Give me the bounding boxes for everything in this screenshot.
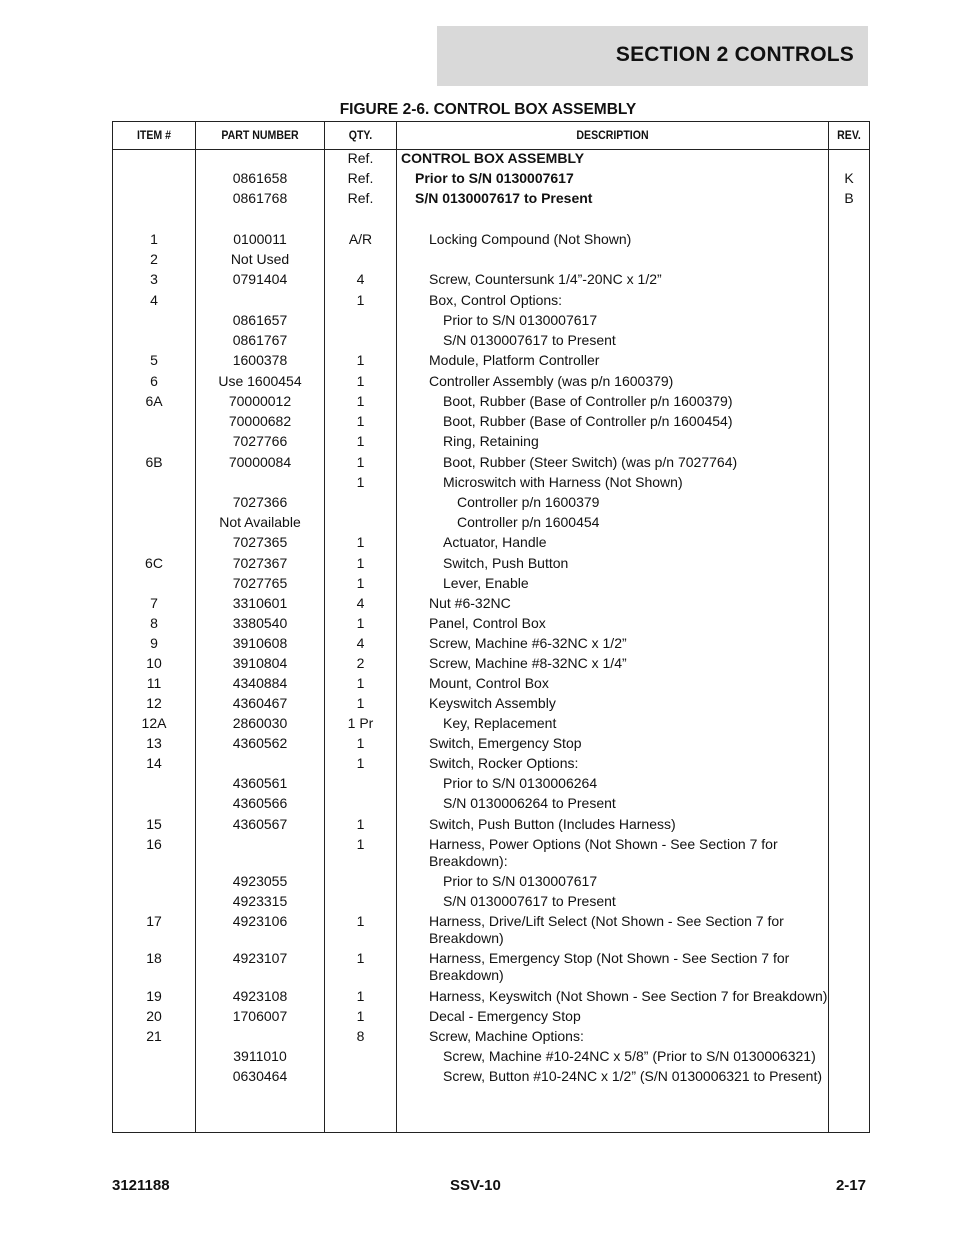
table-row (113, 795, 869, 816)
table-row (113, 635, 869, 655)
quantity-cell: 1 (356, 373, 365, 389)
part-number-cell: 1706007 (232, 1008, 288, 1024)
part-number-cell: 7027366 (232, 494, 288, 510)
table-row (113, 836, 869, 873)
part-number-cell: 0791404 (232, 271, 288, 287)
description-cell: S/N 0130007617 to Present (443, 893, 616, 909)
quantity-cell: 1 Pr (347, 715, 374, 731)
quantity-cell: 1 (356, 615, 365, 631)
table-row (113, 170, 869, 190)
part-number-cell: 3910804 (232, 655, 288, 671)
description-cell: Switch, Push Button (Includes Harness) (429, 816, 676, 832)
column-header-rev: REV. (837, 128, 861, 142)
part-number-cell: 3310601 (232, 595, 288, 611)
quantity-cell: 8 (356, 1028, 365, 1044)
quantity-cell: 1 (356, 1008, 365, 1024)
item-number-cell: 3 (150, 271, 158, 287)
table-row (113, 494, 869, 514)
table-row (113, 373, 869, 393)
part-number-cell: 4340884 (232, 675, 288, 691)
part-number-cell: 4923108 (232, 988, 288, 1004)
quantity-cell: 1 (356, 575, 365, 591)
part-number-cell: 3910608 (232, 635, 288, 651)
description-cell: Screw, Machine #8-32NC x 1/4” (429, 655, 627, 671)
item-number-cell: 16 (146, 836, 162, 852)
item-number-cell: 6 (150, 373, 158, 389)
description-cell: Decal - Emergency Stop (429, 1008, 581, 1024)
description-cell: Screw, Machine #6-32NC x 1/2” (429, 635, 627, 651)
description-cell: Locking Compound (Not Shown) (429, 231, 632, 247)
part-number-cell: 4360567 (232, 816, 288, 832)
table-row (113, 352, 869, 373)
table-row (113, 715, 869, 735)
description-cell: Boot, Rubber (Base of Controller p/n 1600379) (443, 393, 733, 409)
quantity-cell: 1 (356, 816, 365, 832)
part-number-cell: 4360561 (232, 775, 288, 791)
quantity-cell: 1 (356, 735, 365, 751)
table-row (113, 893, 869, 913)
part-number-cell: 4923055 (232, 873, 288, 889)
description-cell: Microswitch with Harness (Not Shown) (443, 474, 683, 490)
quantity-cell: 1 (356, 755, 365, 771)
item-number-cell: 10 (146, 655, 162, 671)
table-row (113, 988, 869, 1008)
part-number-cell: 7027367 (232, 555, 288, 571)
description-cell: Ring, Retaining (443, 433, 539, 449)
description-cell: Actuator, Handle (443, 534, 547, 550)
quantity-cell: 1 (356, 675, 365, 691)
table-row (113, 1048, 869, 1068)
part-number-cell: 3911010 (233, 1048, 287, 1064)
item-number-cell: 19 (146, 988, 162, 1004)
description-cell: Controller Assembly (was p/n 1600379) (429, 373, 674, 389)
description-cell: Prior to S/N 0130007617 (443, 312, 598, 328)
quantity-cell: Ref. (347, 170, 374, 186)
item-number-cell: 20 (146, 1008, 162, 1024)
item-number-cell: 21 (146, 1028, 162, 1044)
part-number-cell: 4923107 (232, 950, 288, 966)
item-number-cell: 8 (150, 615, 158, 631)
description-cell: S/N 0130007617 to Present (443, 332, 616, 348)
table-row (113, 555, 869, 575)
description-cell: Switch, Rocker Options: (429, 755, 579, 771)
part-number-cell: 0100011 (233, 231, 287, 247)
quantity-cell: 1 (356, 292, 365, 308)
description-cell: Lever, Enable (443, 575, 529, 591)
description-cell: Screw, Countersunk 1/4”-20NC x 1/2” (429, 271, 662, 287)
table-row (113, 292, 869, 312)
quantity-cell: 1 (356, 352, 365, 368)
description-cell: Nut #6-32NC (429, 595, 511, 611)
table-row (113, 413, 869, 433)
table-row (113, 433, 869, 454)
revision-cell: K (844, 170, 854, 186)
item-number-cell: 6C (145, 555, 163, 571)
model-name: SSV-10 (450, 1177, 501, 1194)
description-cell: Prior to S/N 0130007617 (443, 873, 598, 889)
parts-table (112, 121, 870, 1133)
description-cell: Prior to S/N 0130006264 (443, 775, 598, 791)
table-row (113, 775, 869, 795)
part-number-cell: Not Used (230, 251, 290, 267)
item-number-cell: 15 (146, 816, 162, 832)
item-number-cell: 6B (145, 454, 163, 470)
column-header-qty: QTY. (348, 128, 373, 142)
quantity-cell: 1 (356, 555, 365, 571)
item-number-cell: 5 (150, 352, 158, 368)
description-cell: Controller p/n 1600379 (457, 494, 600, 510)
table-row (113, 755, 869, 775)
description-cell: Harness, Keyswitch (Not Shown - See Section 7 for Breakdown) (429, 988, 828, 1004)
table-row (113, 873, 869, 893)
description-cell: Harness, Drive/Lift Select (Not Shown - See Section 7 for Breakdown) (429, 913, 784, 946)
table-row (113, 454, 869, 474)
table-row (113, 393, 869, 413)
quantity-cell: 1 (356, 393, 365, 409)
quantity-cell: 4 (356, 635, 365, 651)
quantity-cell: 1 (356, 988, 365, 1004)
table-row (113, 312, 869, 332)
description-cell: Screw, Machine #10-24NC x 5/8” (Prior to S/N 0130006321) (443, 1048, 816, 1064)
item-number-cell: 4 (150, 292, 158, 308)
item-number-cell: 1 (150, 231, 158, 247)
item-number-cell: 2 (150, 251, 158, 267)
table-row (113, 950, 869, 988)
quantity-cell: 1 (356, 836, 365, 852)
table-row (113, 675, 869, 695)
table-row (113, 1068, 869, 1088)
part-number-cell: 70000012 (228, 393, 292, 409)
table-row (113, 575, 869, 595)
item-number-cell: 6A (145, 393, 163, 409)
column-header-item: ITEM # (136, 128, 172, 142)
part-number-cell: 4360562 (232, 735, 288, 751)
quantity-cell: 4 (356, 271, 365, 287)
table-row (113, 615, 869, 635)
part-number-cell: 0861657 (232, 312, 288, 328)
quantity-cell: 1 (356, 454, 365, 470)
description-cell: Prior to S/N 0130007617 (415, 170, 574, 186)
part-number-cell: 7027765 (232, 575, 288, 591)
doc-number: 3121188 (112, 1177, 170, 1194)
table-row (113, 514, 869, 534)
table-row (113, 695, 869, 715)
section-banner (437, 26, 868, 86)
part-number-cell: Not Available (219, 514, 301, 530)
description-cell: S/N 0130007617 to Present (415, 190, 593, 206)
table-row (113, 735, 869, 755)
quantity-cell: 2 (356, 655, 365, 671)
table-row (113, 595, 869, 615)
table-body (113, 150, 869, 1088)
part-number-cell: 0861767 (232, 332, 288, 348)
description-cell: Box, Control Options: (429, 292, 563, 308)
quantity-cell: 4 (356, 595, 365, 611)
quantity-cell: A/R (348, 231, 373, 247)
quantity-cell: 1 (356, 913, 365, 929)
part-number-cell: 4360467 (232, 695, 288, 711)
description-cell: Boot, Rubber (Base of Controller p/n 1600454) (443, 413, 733, 429)
table-row (113, 1008, 869, 1028)
description-cell: Keyswitch Assembly (429, 695, 556, 711)
quantity-cell: 1 (356, 413, 365, 429)
table-row (113, 231, 869, 251)
part-number-cell: 0861658 (232, 170, 288, 186)
table-row (113, 271, 869, 292)
description-cell: CONTROL BOX ASSEMBLY (401, 150, 585, 166)
part-number-cell: Use 1600454 (218, 373, 302, 389)
table-row (113, 1028, 869, 1048)
part-number-cell: 7027766 (232, 433, 288, 449)
description-cell: Switch, Emergency Stop (429, 735, 582, 751)
quantity-cell: 1 (356, 534, 365, 550)
part-number-cell: 0630464 (232, 1068, 288, 1084)
description-cell: Screw, Button #10-24NC x 1/2” (S/N 0130006321 to Present) (443, 1068, 822, 1084)
quantity-cell: 1 (356, 695, 365, 711)
table-row (113, 816, 869, 836)
item-number-cell: 12 (146, 695, 162, 711)
description-cell: Mount, Control Box (429, 675, 549, 691)
description-cell: S/N 0130006264 to Present (443, 795, 616, 811)
quantity-cell: Ref. (347, 190, 374, 206)
description-cell: Key, Replacement (443, 715, 557, 731)
part-number-cell: 3380540 (232, 615, 288, 631)
table-row (113, 655, 869, 675)
item-number-cell: 11 (146, 675, 162, 691)
description-cell: Boot, Rubber (Steer Switch) (was p/n 7027764) (443, 454, 738, 470)
quantity-cell: 1 (356, 474, 365, 490)
description-cell: Controller p/n 1600454 (457, 514, 600, 530)
part-number-cell: 2860030 (232, 715, 288, 731)
description-cell: Harness, Power Options (Not Shown - See Section 7 for Breakdown): (429, 836, 778, 869)
description-cell: Panel, Control Box (429, 615, 546, 631)
table-row (113, 474, 869, 494)
table-row (113, 150, 869, 170)
description-cell: Screw, Machine Options: (429, 1028, 584, 1044)
part-number-cell: 70000682 (228, 413, 292, 429)
description-cell: Module, Platform Controller (429, 352, 600, 368)
page-number: 2-17 (835, 1177, 866, 1194)
item-number-cell: 9 (150, 635, 158, 651)
quantity-cell: Ref. (347, 150, 374, 166)
item-number-cell: 17 (146, 913, 162, 929)
table-row (113, 210, 869, 231)
description-cell: Switch, Push Button (443, 555, 569, 571)
revision-cell: B (844, 190, 854, 206)
part-number-cell: 4923315 (232, 893, 288, 909)
quantity-cell: 1 (356, 950, 365, 966)
part-number-cell: 0861768 (232, 190, 288, 206)
figure-title: FIGURE 2-6. CONTROL BOX ASSEMBLY (339, 101, 637, 118)
part-number-cell: 4360566 (232, 795, 288, 811)
table-row (113, 190, 869, 210)
item-number-cell: 12A (141, 715, 167, 731)
item-number-cell: 14 (146, 755, 162, 771)
table-row (113, 332, 869, 352)
table-row (113, 913, 869, 950)
section-title: SECTION 2 CONTROLS (615, 43, 854, 66)
column-header-part-number: PART NUMBER (221, 128, 299, 142)
item-number-cell: 13 (146, 735, 162, 751)
description-cell: Harness, Emergency Stop (Not Shown - See Section 7 for Breakdown) (429, 950, 790, 983)
part-number-cell: 4923106 (232, 913, 288, 929)
item-number-cell: 7 (150, 595, 158, 611)
table-row (113, 534, 869, 555)
item-number-cell: 18 (146, 950, 162, 966)
part-number-cell: 1600378 (232, 352, 288, 368)
column-header-description: DESCRIPTION (576, 128, 649, 142)
table-row (113, 251, 869, 271)
part-number-cell: 7027365 (232, 534, 288, 550)
quantity-cell: 1 (356, 433, 365, 449)
part-number-cell: 70000084 (228, 454, 292, 470)
